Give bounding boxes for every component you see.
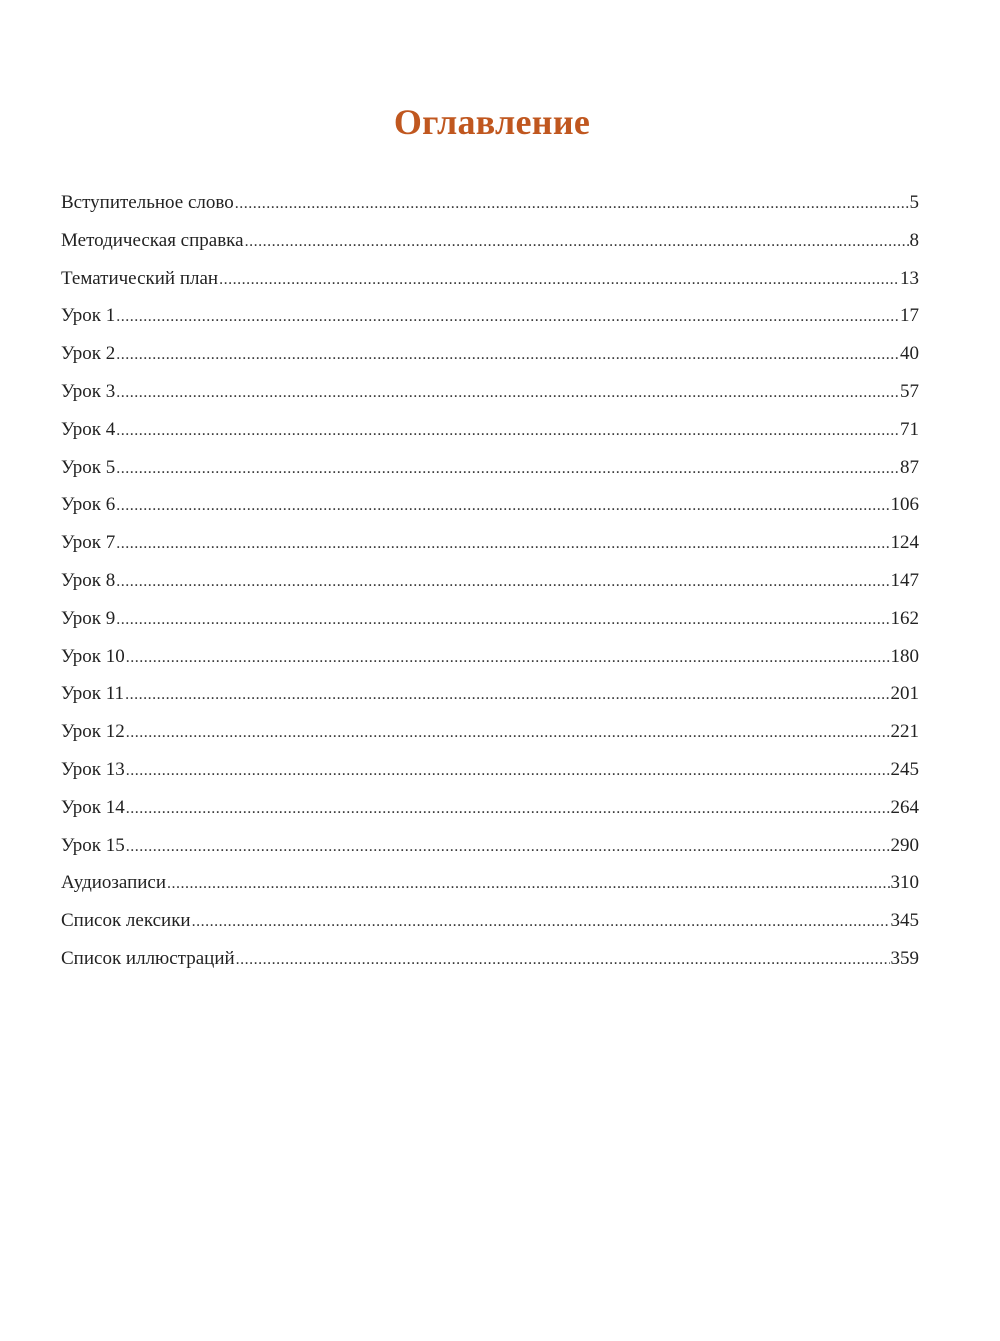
toc-entry-page: 359 xyxy=(890,947,919,969)
toc-entry[interactable] xyxy=(61,373,919,411)
toc-entry[interactable] xyxy=(61,335,919,373)
toc-entry-label: Урок 13 xyxy=(61,758,125,780)
toc-entry-page: 87 xyxy=(900,456,919,478)
toc-entry-page: 71 xyxy=(900,418,919,440)
dot-leader xyxy=(125,676,889,714)
toc-entry-label: Урок 10 xyxy=(61,645,125,667)
toc-entry[interactable] xyxy=(61,713,919,751)
toc-entry-page: 106 xyxy=(890,494,919,516)
toc-entry-label: Урок 12 xyxy=(61,721,125,743)
toc-entry-label: Урок 4 xyxy=(61,418,116,440)
toc-entry-label: Список иллюстраций xyxy=(61,947,235,969)
toc-entry-page: 5 xyxy=(909,192,919,213)
toc-entry-label: Урок 9 xyxy=(61,607,116,629)
toc-entry-label: Аудиозаписи xyxy=(61,872,167,894)
dot-leader xyxy=(236,941,890,979)
toc-entry[interactable] xyxy=(61,222,919,260)
toc-entry[interactable] xyxy=(61,789,919,827)
toc-entry-page: 245 xyxy=(890,758,919,780)
toc-entry[interactable] xyxy=(61,864,919,902)
toc-entry-page: 57 xyxy=(900,380,919,402)
toc-entry-label: Урок 15 xyxy=(61,834,125,856)
toc-entry[interactable] xyxy=(61,751,919,789)
dot-leader xyxy=(126,639,890,677)
dot-leader xyxy=(116,525,889,563)
dot-leader xyxy=(167,865,889,903)
dot-leader xyxy=(235,185,909,223)
toc-entry-label: Урок 14 xyxy=(61,796,125,818)
toc-entry-label: Урок 5 xyxy=(61,456,116,478)
dot-leader xyxy=(116,374,899,412)
dot-leader xyxy=(219,261,899,299)
dot-leader xyxy=(116,298,899,336)
page-title: Оглавление xyxy=(393,102,591,142)
dot-leader xyxy=(116,487,889,525)
toc-entry[interactable] xyxy=(61,260,919,298)
toc-entry[interactable] xyxy=(61,184,919,222)
toc-entry-page: 310 xyxy=(890,872,919,894)
toc-entry-page: 17 xyxy=(900,305,919,327)
toc-entry-page: 162 xyxy=(890,607,919,629)
toc-entry-page: 264 xyxy=(890,796,919,818)
toc-entry[interactable] xyxy=(61,562,919,600)
dot-leader xyxy=(245,223,909,261)
toc-entry-page: 13 xyxy=(900,267,919,289)
toc-entry-page: 124 xyxy=(890,532,919,554)
toc-entry-label: Урок 3 xyxy=(61,380,116,402)
toc-entry-page: 180 xyxy=(890,645,919,667)
toc-entry-label: Методическая справка xyxy=(61,229,244,251)
toc-entry-page: 201 xyxy=(890,683,919,705)
table-of-contents xyxy=(61,184,919,978)
toc-entry-label: Урок 8 xyxy=(61,569,116,591)
toc-entry-label: Вступительное слово xyxy=(61,192,234,213)
toc-entry[interactable] xyxy=(61,902,919,940)
toc-entry[interactable] xyxy=(61,827,919,865)
toc-entry-page: 290 xyxy=(890,834,919,856)
dot-leader xyxy=(116,450,899,488)
toc-entry[interactable] xyxy=(61,675,919,713)
toc-entry-page: 221 xyxy=(890,721,919,743)
toc-entry-page: 147 xyxy=(890,569,919,591)
toc-entry-label: Урок 6 xyxy=(61,494,116,516)
toc-entry[interactable] xyxy=(61,940,919,978)
toc-entry-page: 345 xyxy=(890,910,919,932)
dot-leader xyxy=(126,790,890,828)
toc-entry[interactable] xyxy=(61,411,919,449)
toc-entry-label: Урок 11 xyxy=(61,683,125,705)
toc-entry-label: Урок 2 xyxy=(61,343,116,365)
dot-leader xyxy=(126,714,890,752)
toc-entry-page: 40 xyxy=(900,343,919,365)
toc-entry[interactable] xyxy=(61,524,919,562)
dot-leader xyxy=(116,601,889,639)
toc-entry-label: Урок 7 xyxy=(61,532,116,554)
toc-entry-label: Список лексики xyxy=(61,910,191,932)
dot-leader xyxy=(116,412,899,450)
toc-entry[interactable] xyxy=(61,486,919,524)
toc-entry-label: Урок 1 xyxy=(61,305,116,327)
toc-entry-label: Тематический план xyxy=(61,267,219,289)
dot-leader xyxy=(116,563,889,601)
toc-entry[interactable] xyxy=(61,600,919,638)
toc-entry[interactable] xyxy=(61,297,919,335)
dot-leader xyxy=(126,752,890,790)
dot-leader xyxy=(192,903,890,941)
toc-entry-page: 8 xyxy=(909,229,919,251)
toc-entry[interactable] xyxy=(61,638,919,676)
dot-leader xyxy=(126,828,890,866)
dot-leader xyxy=(116,336,899,374)
toc-entry[interactable] xyxy=(61,449,919,487)
